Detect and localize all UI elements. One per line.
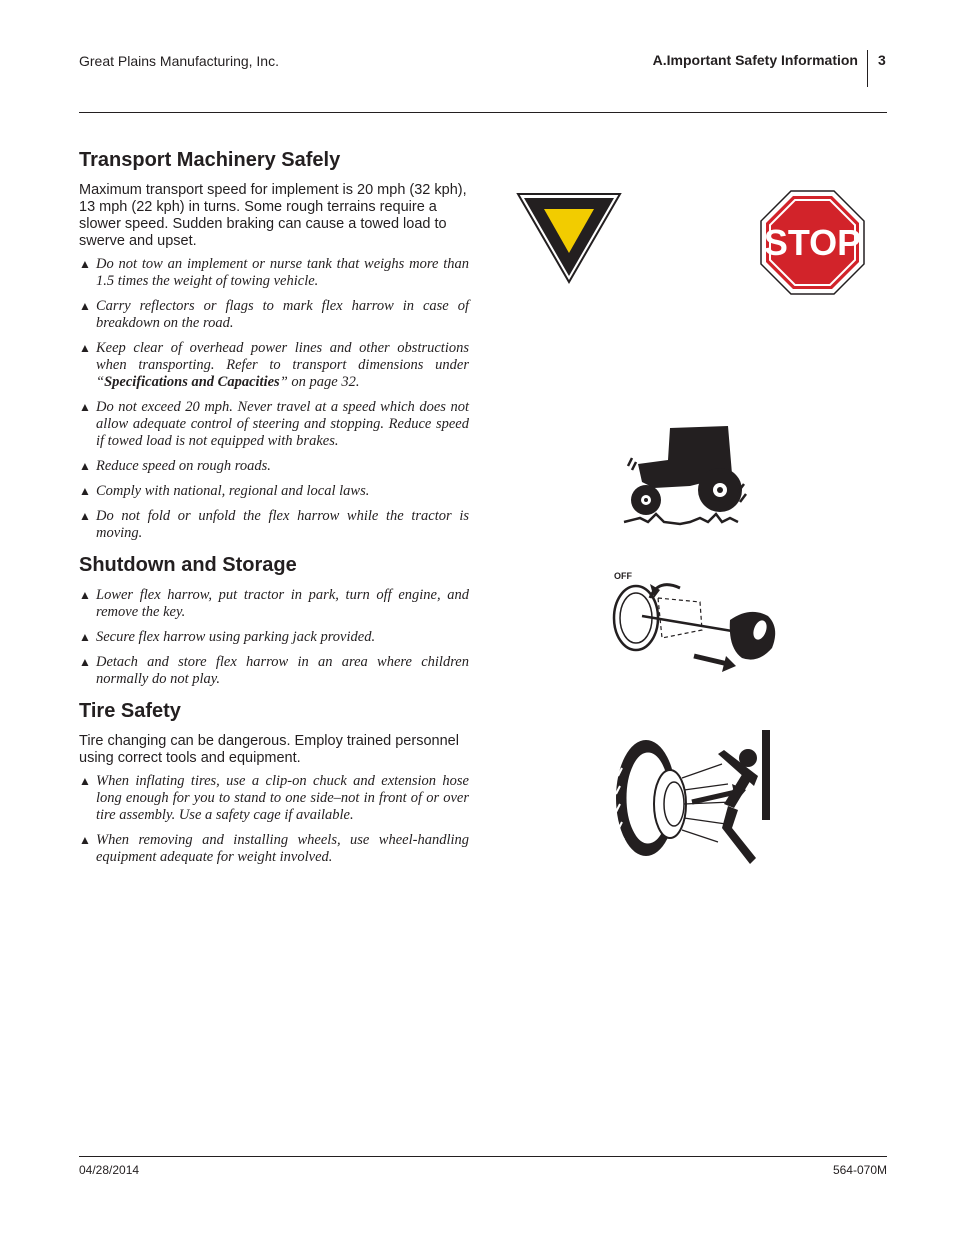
yield-sign-icon [516, 192, 622, 284]
section-tire-safety [79, 698, 469, 866]
bullet-text: Comply with national, regional and local laws. [96, 483, 370, 499]
safety-bullet [79, 256, 469, 290]
warning-triangle-icon: ▲ [79, 509, 91, 523]
footer-date: 04/28/2014 [79, 1163, 140, 1177]
safety-bullet [79, 773, 469, 824]
bullet-text: When removing and installing wheels, use wheel-handling equipment adequate for weight involved. [96, 832, 469, 865]
bullet-text: Carry reflectors or flags to mark flex harrow in case of breakdown on the road. [96, 298, 469, 331]
safety-bullet [79, 629, 469, 646]
warning-triangle-icon: ▲ [79, 257, 91, 271]
bullet-text: Do not fold or unfold the flex harrow while the tractor is moving. [96, 508, 469, 541]
header-rule [79, 112, 887, 113]
bullet-text: Detach and store flex harrow in an area where children normally do not play. [96, 654, 469, 687]
safety-bullet [79, 298, 469, 332]
bullet-text: Keep clear of overhead power lines and other obstructions when transporting. Refer to transport dimensions under “ [96, 340, 469, 390]
safety-bullet [79, 587, 469, 621]
bullet-text: When inflating tires, use a clip-on chuck and extension hose long enough for you to stand to one side–not in front of or over tire assembly. Use a safety cage if available. [96, 773, 469, 823]
warning-triangle-icon: ▲ [79, 341, 91, 355]
safety-bullet [79, 340, 469, 391]
safety-bullet [79, 458, 469, 475]
safety-bullet [79, 832, 469, 866]
footer-doc-number: 564-070M [832, 1163, 887, 1177]
safety-bullet [79, 399, 469, 450]
section-heading: Transport Machinery Safely [79, 149, 341, 171]
safety-bullet [79, 654, 469, 688]
safety-bullet [79, 508, 469, 542]
warning-triangle-icon: ▲ [79, 400, 91, 414]
bullet-text: Do not exceed 20 mph. Never travel at a speed which does not allow adequate control of steering and stopping. Reduce speed if towed load is not equipped with brakes. [96, 399, 469, 449]
safety-bullet [79, 483, 469, 500]
warning-triangle-icon: ▲ [79, 459, 91, 473]
ignition-key-off-icon [610, 568, 782, 676]
tire-explosion-icon [612, 728, 774, 868]
stop-sign-text: STOP [763, 222, 862, 263]
content-column [79, 147, 469, 874]
warning-triangle-icon: ▲ [79, 588, 91, 602]
warning-triangle-icon: ▲ [79, 484, 91, 498]
warning-triangle-icon: ▲ [79, 833, 91, 847]
stop-sign-icon [760, 190, 865, 295]
warning-triangle-icon: ▲ [79, 299, 91, 313]
warning-triangle-icon: ▲ [79, 655, 91, 669]
section-intro: Maximum transport speed for implement is 20 mph (32 kph), 13 mph (22 kph) in turns. Some rough terrains require a slower speed. Sudden braking can cause a towed load to swerve and upset. [79, 182, 467, 249]
bullet-text: Lower flex harrow, put tractor in park, turn off engine, and remove the key. [96, 587, 469, 620]
section-shutdown-and-storage [79, 552, 469, 688]
key-off-label: OFF [614, 571, 632, 581]
section-heading: Tire Safety [79, 700, 181, 722]
bullet-text: Secure flex harrow using parking jack provided. [96, 629, 376, 645]
page-number: 3 [878, 52, 886, 68]
company-name: Great Plains Manufacturing, Inc. [79, 53, 279, 69]
bullet-text: Reduce speed on rough roads. [96, 458, 271, 474]
bullet-text: Do not tow an implement or nurse tank that weighs more than 1.5 times the weight of towing vehicle. [96, 256, 469, 289]
warning-triangle-icon: ▲ [79, 630, 91, 644]
footer-rule [79, 1156, 887, 1157]
warning-triangle-icon: ▲ [79, 774, 91, 788]
tractor-rough-road-icon [620, 422, 750, 530]
section-heading: Shutdown and Storage [79, 554, 297, 576]
section-title: A.Important Safety Information [652, 52, 858, 68]
section-transport-machinery-safely [79, 147, 469, 542]
header-divider [867, 50, 868, 87]
bullet-reference: Specifications and Capacities [104, 374, 280, 390]
section-intro: Tire changing can be dangerous. Employ trained personnel using correct tools and equipment. [79, 733, 459, 766]
bullet-text: ” on page 32. [279, 374, 360, 390]
